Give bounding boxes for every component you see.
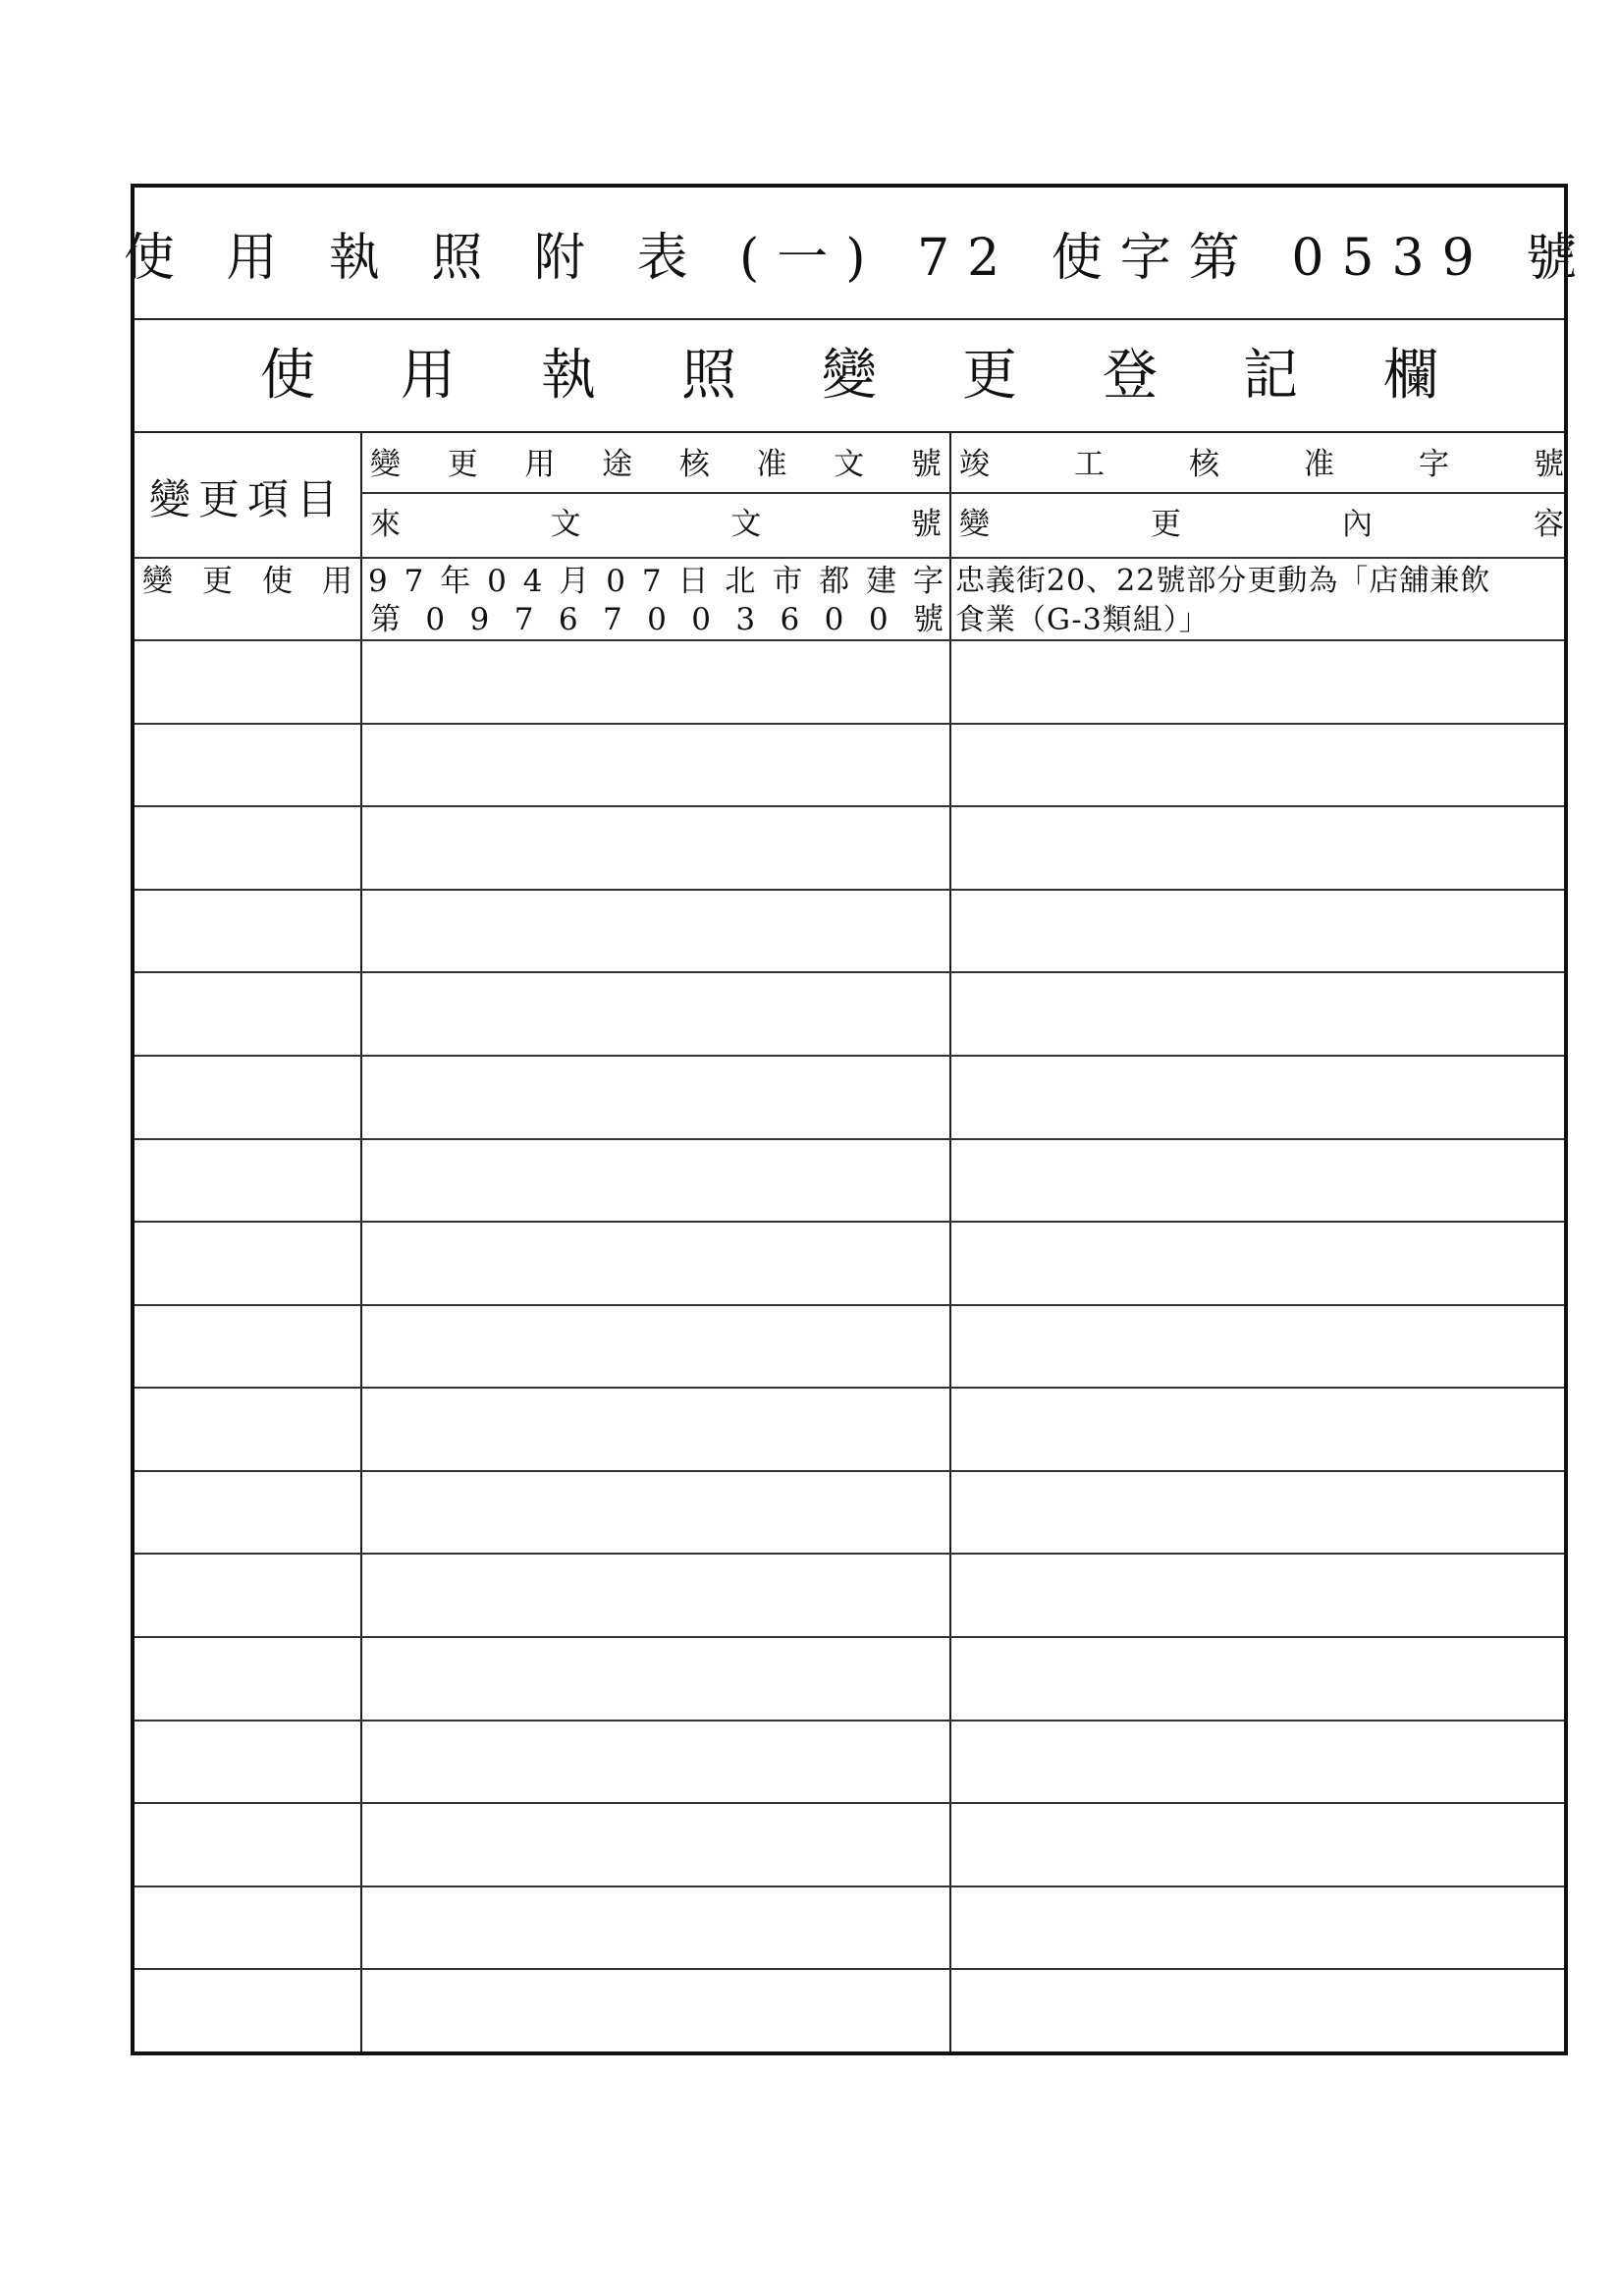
header-char: 字 (1419, 446, 1449, 482)
header-char: 准 (1304, 446, 1334, 482)
subtitle-char: 照 (681, 343, 736, 408)
table-row-rule (135, 1304, 1564, 1306)
header-char: 內 (1342, 506, 1373, 542)
subtitle-char: 變 (822, 343, 877, 408)
entry-doc-number-line2 (370, 600, 944, 639)
table-row-rule (135, 971, 1564, 973)
table-row-rule (135, 1055, 1564, 1057)
header-mid-rule (360, 492, 1564, 494)
entry-char: 9 (469, 601, 490, 637)
entry-char: 4 (522, 563, 543, 599)
entry-change-content-line2: 食業（G-3類組）」 (955, 603, 1210, 637)
subtitle-char: 登 (1103, 343, 1158, 408)
table-row-rule (135, 1470, 1564, 1472)
entry-char: 0 (647, 601, 667, 637)
header-char: 號 (910, 506, 942, 542)
entry-char: 0 (606, 563, 626, 599)
entry-char: 7 (602, 601, 622, 637)
table-row-rule (135, 1387, 1564, 1389)
table-row-rule (135, 1802, 1564, 1804)
entry-char: 日 (677, 563, 709, 599)
entry-char: 年 (440, 563, 471, 599)
table-row-rule (135, 1720, 1564, 1722)
header-char: 准 (756, 446, 787, 482)
entry-char: 使 (262, 563, 293, 599)
header-char: 途 (602, 446, 633, 482)
header-char: 核 (1189, 446, 1219, 482)
entry-char: 0 (425, 601, 446, 637)
table-row-rule (135, 1553, 1564, 1555)
approval-doc-number-header (370, 445, 942, 484)
subtitle-row (135, 320, 1564, 433)
title-row (123, 188, 1595, 320)
column-divider-1 (360, 433, 362, 2051)
header-char: 變 (959, 506, 990, 542)
entry-char: 北 (725, 563, 756, 599)
change-content-header (959, 505, 1564, 544)
subtitle-char: 使 (260, 343, 315, 408)
table-row-rule (135, 639, 1564, 641)
entry-char: 3 (735, 601, 756, 637)
table-row-rule (135, 1221, 1564, 1223)
header-char: 更 (447, 446, 478, 482)
entry-char: 6 (558, 601, 578, 637)
header-char: 文 (550, 506, 581, 542)
header-char: 容 (1534, 506, 1564, 542)
entry-char: 市 (772, 563, 803, 599)
entry-char: 9 (368, 563, 388, 599)
header-char: 用 (524, 446, 556, 482)
entry-char: 字 (912, 563, 944, 599)
header-char: 文 (834, 446, 865, 482)
table-row-rule (135, 1138, 1564, 1140)
header-char: 來 (370, 506, 401, 542)
header-char: 號 (1534, 446, 1564, 482)
table-row-rule (135, 1968, 1564, 1970)
subtitle-char: 用 (401, 343, 456, 408)
header-char: 竣 (959, 446, 990, 482)
entry-char: 0 (691, 601, 711, 637)
subtitle-char: 執 (541, 343, 596, 408)
table-row-rule (135, 1886, 1564, 1887)
entry-char: 變 (142, 563, 173, 599)
entry-char: 0 (868, 601, 889, 637)
table-row-rule (135, 889, 1564, 891)
change-item-header: 變更項目 (148, 475, 346, 523)
entry-char: 都 (819, 563, 850, 599)
header-char: 核 (678, 446, 710, 482)
entry-char: 7 (404, 563, 424, 599)
table-row-rule (135, 805, 1564, 807)
permit-attachment-form (123, 184, 1595, 2055)
page-title: 使 用 執 照 附 表 (一) 72 使字第 0539 號 (123, 229, 1595, 288)
table-row-rule (135, 1636, 1564, 1638)
entry-char: 號 (912, 601, 944, 637)
entry-char: 7 (513, 601, 534, 637)
incoming-doc-number-header (370, 505, 942, 544)
entry-change-content-line1: 忠義街20、22號部分更動為「店舖兼飲 (955, 564, 1491, 598)
entry-char: 建 (866, 563, 897, 599)
entry-char: 更 (202, 563, 233, 599)
header-char: 更 (1151, 506, 1181, 542)
entry-char: 0 (487, 563, 507, 599)
header-char: 變 (370, 446, 401, 482)
entry-char: 6 (780, 601, 800, 637)
table-row-rule (135, 723, 1564, 725)
entry-char: 第 (370, 601, 401, 637)
entry-change-item (142, 562, 352, 601)
completion-approval-number-header (959, 445, 1564, 484)
entry-char: 用 (322, 563, 352, 599)
entry-char: 7 (641, 563, 662, 599)
subtitle-char: 更 (962, 343, 1017, 408)
column-divider-2 (949, 433, 951, 2051)
header-char: 號 (910, 446, 942, 482)
subtitle-char: 記 (1243, 343, 1298, 408)
header-char: 工 (1074, 446, 1105, 482)
header-char: 文 (730, 506, 762, 542)
entry-doc-number-line1 (368, 562, 944, 601)
entry-char: 月 (559, 563, 590, 599)
subtitle-char: 欄 (1383, 343, 1438, 408)
entry-char: 0 (824, 601, 844, 637)
